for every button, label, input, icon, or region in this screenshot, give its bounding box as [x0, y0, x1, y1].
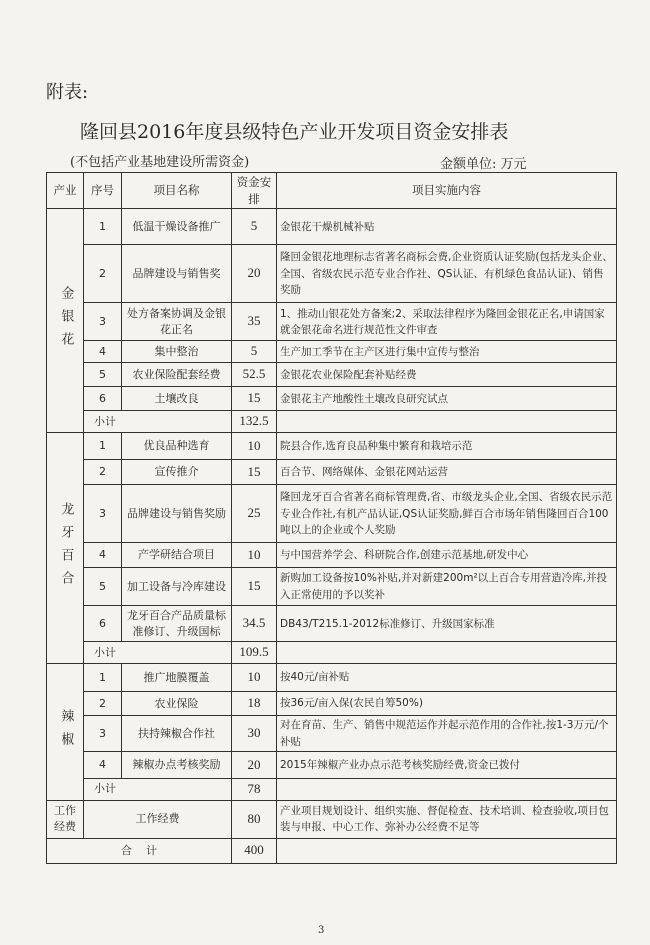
seq-cell: 4	[84, 341, 122, 363]
table-row	[47, 303, 617, 341]
subtotal-value: 109.5	[232, 642, 277, 664]
annex-label: 附表:	[46, 82, 89, 103]
header-name: 项目名称	[122, 173, 232, 209]
seq-cell: 4	[84, 543, 122, 568]
seq-cell: 1	[84, 433, 122, 460]
subtotal-row	[47, 411, 617, 433]
content-cell: 与中国营养学会、科研院合作,创建示范基地,研发中心	[277, 543, 617, 568]
name-cell: 低温干燥设备推广	[122, 209, 232, 245]
content-cell: 产业项目规划设计、组织实施、督促检查、技术培训、检查验收,项目包装与申报、中心工作、弥补办公经费不足等	[277, 800, 617, 838]
content-cell: 按40元/亩补贴	[277, 664, 617, 692]
industry-cell: 辣椒	[47, 664, 84, 801]
seq-cell: 2	[84, 692, 122, 716]
seq-cell: 5	[84, 568, 122, 606]
fund-cell: 15	[232, 460, 277, 485]
content-cell: 隆回龙牙百合省著名商标管理费,省、市级龙头企业,全国、省级农民示范专业合作社,有机产品认证,QS认证奖励,鲜百合市场年销售隆回百合100吨以上的企业或个人奖励	[277, 485, 617, 543]
seq-cell: 4	[84, 752, 122, 779]
name-cell: 辣椒办点考核奖励	[122, 752, 232, 779]
industry-cell: 龙牙百合	[47, 433, 84, 664]
total-row	[47, 838, 617, 863]
content-cell: 金银花农业保险配套补贴经费	[277, 363, 617, 387]
name-cell: 宣传推介	[122, 460, 232, 485]
seq-cell: 3	[84, 303, 122, 341]
content-cell: 院县合作,选育良品种集中繁育和栽培示范	[277, 433, 617, 460]
table-row	[47, 485, 617, 543]
unit-label: 金额单位: 万元	[440, 157, 527, 172]
fund-cell: 10	[232, 664, 277, 692]
subtotal-row	[47, 779, 617, 801]
fund-cell: 5	[232, 341, 277, 363]
table-row	[47, 341, 617, 363]
name-cell: 农业保险	[122, 692, 232, 716]
table-row	[47, 543, 617, 568]
page-number: 3	[318, 925, 325, 936]
fund-cell: 18	[232, 692, 277, 716]
name-cell: 工作经费	[84, 800, 232, 838]
header-content: 项目实施内容	[277, 173, 617, 209]
table-row	[47, 245, 617, 303]
empty-cell	[277, 838, 617, 863]
fund-cell: 5	[232, 209, 277, 245]
subtotal-label: 小计	[84, 642, 232, 664]
table-row	[47, 433, 617, 460]
empty-cell	[277, 642, 617, 664]
header-seq: 序号	[84, 173, 122, 209]
header-row	[47, 173, 617, 209]
subtotal-row	[47, 642, 617, 664]
industry-cell: 工作经费	[47, 800, 84, 838]
seq-cell: 1	[84, 209, 122, 245]
content-cell: DB43/T215.1-2012标准修订、升级国家标准	[277, 606, 617, 642]
subtitle: (不包括产业基地建设所需资金)	[70, 155, 250, 170]
header-industry: 产业	[47, 173, 84, 209]
table-row	[47, 692, 617, 716]
content-cell: 金银花干燥机械补贴	[277, 209, 617, 245]
subtotal-value: 78	[232, 779, 277, 801]
subtotal-label: 小计	[84, 411, 232, 433]
table-row	[47, 606, 617, 642]
subtotal-value: 132.5	[232, 411, 277, 433]
empty-cell	[277, 779, 617, 801]
name-cell: 加工设备与冷库建设	[122, 568, 232, 606]
fund-cell: 30	[232, 716, 277, 752]
table-row	[47, 387, 617, 411]
table-row	[47, 209, 617, 245]
work-row	[47, 800, 617, 838]
seq-cell: 3	[84, 485, 122, 543]
content-cell: 金银花主产地酸性土壤改良研究试点	[277, 387, 617, 411]
page-title: 隆回县2016年度县级特色产业开发项目资金安排表	[80, 121, 509, 143]
name-cell: 集中整治	[122, 341, 232, 363]
fund-cell: 25	[232, 485, 277, 543]
table-row	[47, 460, 617, 485]
name-cell: 农业保险配套经费	[122, 363, 232, 387]
total-label: 合 计	[47, 838, 232, 863]
content-cell: 生产加工季节在主产区进行集中宣传与整治	[277, 341, 617, 363]
fund-cell: 52.5	[232, 363, 277, 387]
seq-cell: 6	[84, 387, 122, 411]
fund-cell: 15	[232, 387, 277, 411]
content-cell: 百合节、网络媒体、金银花网站运营	[277, 460, 617, 485]
industry-cell: 金银花	[47, 209, 84, 433]
header-fund: 资金安排	[232, 173, 277, 209]
fund-cell: 10	[232, 543, 277, 568]
subtotal-label: 小计	[84, 779, 232, 801]
name-cell: 品牌建设与销售奖	[122, 245, 232, 303]
seq-cell: 2	[84, 460, 122, 485]
content-cell: 按36元/亩入保(农民自筹50%)	[277, 692, 617, 716]
seq-cell: 5	[84, 363, 122, 387]
fund-table	[46, 172, 617, 864]
content-cell: 隆回金银花地理标志省著名商标会费,企业资质认证奖励(包括龙头企业、全国、省级农民示范专业合作社、QS认证、有机绿色食品认证)、销售奖励	[277, 245, 617, 303]
name-cell: 扶持辣椒合作社	[122, 716, 232, 752]
name-cell: 龙牙百合产品质量标准修订、升级国标	[122, 606, 232, 642]
table-row	[47, 363, 617, 387]
fund-cell: 34.5	[232, 606, 277, 642]
table-row	[47, 568, 617, 606]
table-row	[47, 716, 617, 752]
seq-cell: 3	[84, 716, 122, 752]
name-cell: 品牌建设与销售奖励	[122, 485, 232, 543]
content-cell: 新购加工设备按10%补贴,并对新建200m²以上百合专用营造冷库,并投入正常使用的予以奖补	[277, 568, 617, 606]
content-cell: 对在育苗、生产、销售中规范运作并起示范作用的合作社,按1-3万元/个补贴	[277, 716, 617, 752]
total-value: 400	[232, 838, 277, 863]
fund-cell: 10	[232, 433, 277, 460]
fund-cell: 15	[232, 568, 277, 606]
seq-cell: 6	[84, 606, 122, 642]
name-cell: 土壤改良	[122, 387, 232, 411]
table-row	[47, 752, 617, 779]
table-row	[47, 664, 617, 692]
seq-cell: 1	[84, 664, 122, 692]
content-cell: 1、推动山银花处方备案;2、采取法律程序为隆回金银花正名,申请国家就金银花命名进行规范性文件审查	[277, 303, 617, 341]
content-cell: 2015年辣椒产业办点示范考核奖励经费,资金已拨付	[277, 752, 617, 779]
name-cell: 优良品种选育	[122, 433, 232, 460]
fund-cell: 20	[232, 245, 277, 303]
name-cell: 处方备案协调及金银花正名	[122, 303, 232, 341]
fund-cell: 35	[232, 303, 277, 341]
seq-cell: 2	[84, 245, 122, 303]
name-cell: 产学研结合项目	[122, 543, 232, 568]
fund-cell: 80	[232, 800, 277, 838]
fund-cell: 20	[232, 752, 277, 779]
empty-cell	[277, 411, 617, 433]
name-cell: 推广地膜覆盖	[122, 664, 232, 692]
